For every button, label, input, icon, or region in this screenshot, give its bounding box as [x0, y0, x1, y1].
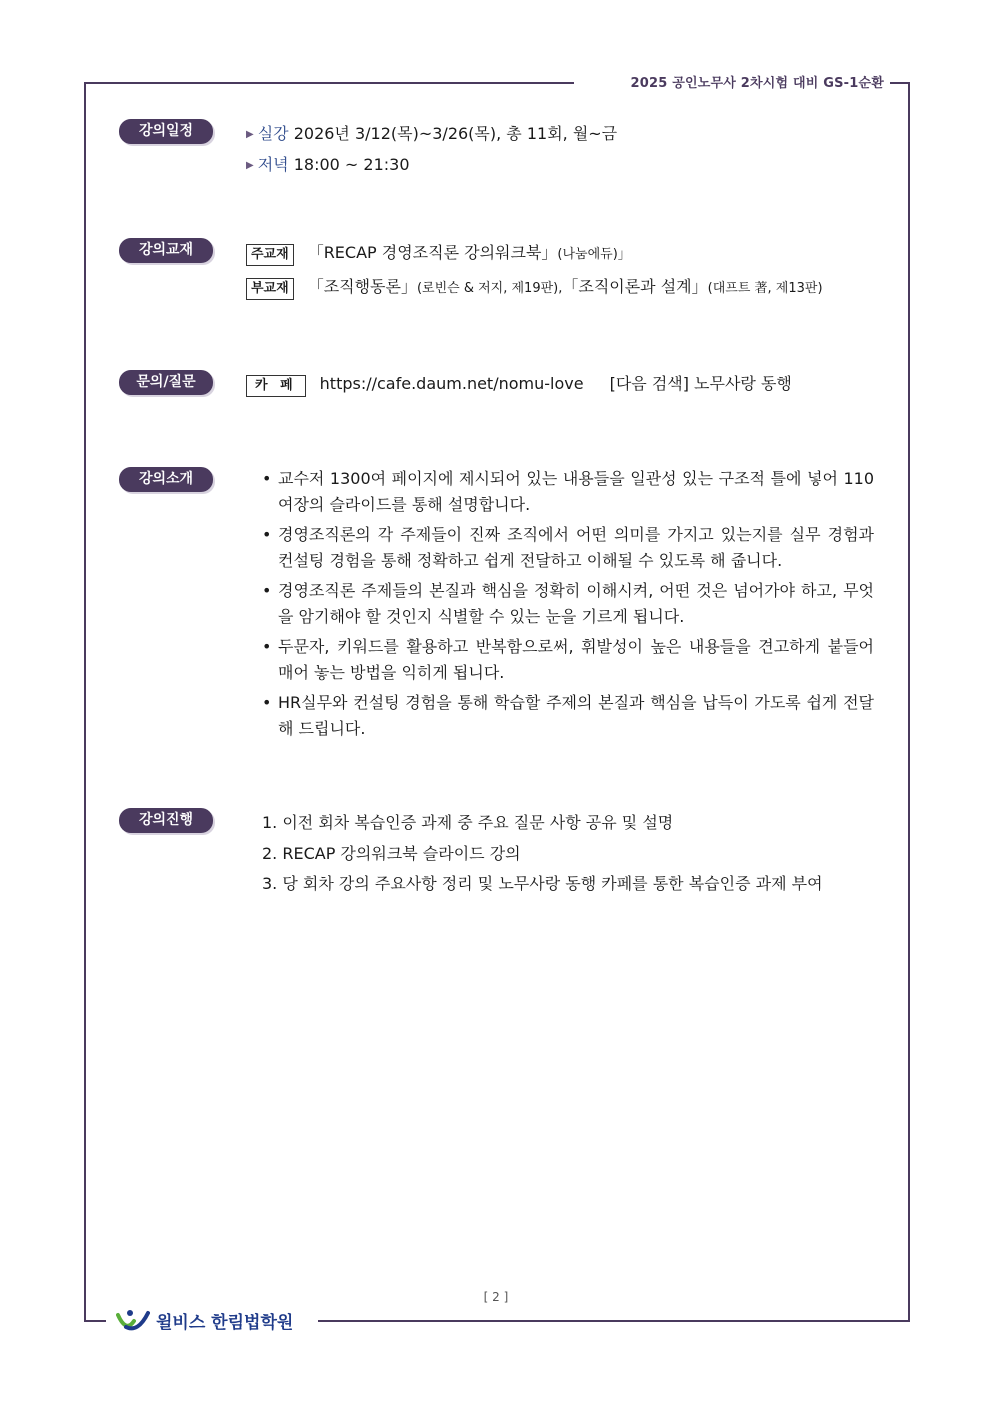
progress-item-3: 3. 당 회차 강의 주요사항 정리 및 노무사랑 동행 카페를 통한 복습인증 과제 부여: [262, 874, 823, 893]
frame-right-line: [908, 82, 910, 1320]
bullet-dot-icon: •: [262, 581, 272, 600]
sub-textbook-note-1: (로빈슨 & 저지, 제19판),: [416, 281, 563, 296]
frame-top-right-line: [890, 82, 908, 84]
sub-textbook-note-2: (대프트 著, 제13판): [707, 281, 823, 296]
textbook-badge: 강의교재: [119, 238, 213, 263]
triangle-bullet-icon: ▶: [246, 160, 254, 171]
frame-bottom-right-line: [318, 1320, 910, 1322]
schedule-line-2: [246, 152, 410, 175]
header-title: 2025 공인노무사 2차시험 대비 GS-1순환: [630, 76, 884, 91]
schedule-text-1: 2026년 3/12(목)~3/26(목), 총 11회, 월~금: [288, 124, 618, 143]
schedule-line-1: [246, 121, 617, 144]
bullet-dot-icon: •: [262, 469, 272, 488]
intro-bullet-3: [262, 578, 874, 630]
contact-line: [246, 371, 792, 397]
intro-text-1: 교수저 1300여 페이지에 제시되어 있는 내용들을 일관성 있는 구조적 틀에 넣어 110여장의 슬라이드를 통해 설명합니다.: [278, 469, 874, 514]
main-textbook-note: (나눔에듀)」: [557, 247, 631, 262]
page-number: [ 2 ]: [483, 1290, 509, 1304]
sub-textbook-title-2: 「조직이론과 설계」: [562, 277, 708, 296]
cafe-search-text: [다음 검색] 노무사랑 동행: [609, 374, 792, 393]
main-textbook-label: 주교재: [246, 244, 294, 266]
triangle-bullet-icon: ▶: [246, 129, 254, 140]
bullet-dot-icon: •: [262, 637, 272, 656]
bullet-dot-icon: •: [262, 693, 272, 712]
footer-logo: [116, 1306, 293, 1334]
sub-textbook-line: [246, 274, 823, 300]
frame-bottom-left-line: [84, 1320, 106, 1322]
sub-textbook-title-1: 「조직행동론」: [307, 277, 417, 296]
main-textbook-title: 「RECAP 경영조직론 강의워크북」: [307, 243, 558, 262]
progress-item-1: 1. 이전 회차 복습인증 과제 중 주요 질문 사항 공유 및 설명: [262, 813, 674, 832]
intro-bullet-2: [262, 522, 874, 574]
intro-text-5: HR실무와 컨설팅 경험을 통해 학습할 주제의 본질과 핵심을 납득이 가도록 쉽게 전달해 드립니다.: [278, 693, 874, 738]
intro-bullet-5: [262, 690, 874, 742]
intro-text-3: 경영조직론 주제들의 본질과 핵심을 정확히 이해시켜, 어떤 것은 넘어가야 하고, 무엇을 암기해야 할 것인지 식별할 수 있는 눈을 기르게 됩니다.: [278, 581, 874, 626]
schedule-text-2: 18:00 ~ 21:30: [288, 155, 410, 174]
contact-badge: 문의/질문: [119, 370, 213, 395]
cafe-label: 카 페: [246, 375, 306, 397]
schedule-label-1: 실강: [257, 124, 289, 143]
intro-bullet-4: [262, 634, 874, 686]
sub-textbook-label: 부교재: [246, 278, 294, 300]
logo-text: 윌비스 한림법학원: [156, 1312, 294, 1333]
schedule-badge: 강의일정: [119, 119, 213, 144]
cafe-url-link[interactable]: https://cafe.daum.net/nomu-love: [319, 374, 584, 393]
frame-left-line: [84, 82, 86, 1320]
bullet-dot-icon: •: [262, 525, 272, 544]
intro-bullet-1: [262, 466, 874, 518]
intro-text-2: 경영조직론의 각 주제들이 진짜 조직에서 어떤 의미를 가지고 있는지를 실무 경험과 컨설팅 경험을 통해 정확하고 쉽게 전달하고 이해될 수 있도록 해 줍니다.: [278, 525, 874, 570]
main-textbook-line: [246, 240, 631, 266]
progress-badge: 강의진행: [119, 808, 213, 833]
intro-badge: 강의소개: [119, 467, 213, 492]
intro-text-4: 두문자, 키워드를 활용하고 반복함으로써, 휘발성이 높은 내용들을 견고하게 붙들어 매어 놓는 방법을 익히게 됩니다.: [278, 637, 874, 682]
frame-top-line: [84, 82, 574, 84]
schedule-label-2: 저녁: [257, 155, 289, 174]
logo-mark-icon: [116, 1307, 150, 1333]
progress-item-2: 2. RECAP 강의워크북 슬라이드 강의: [262, 844, 521, 863]
